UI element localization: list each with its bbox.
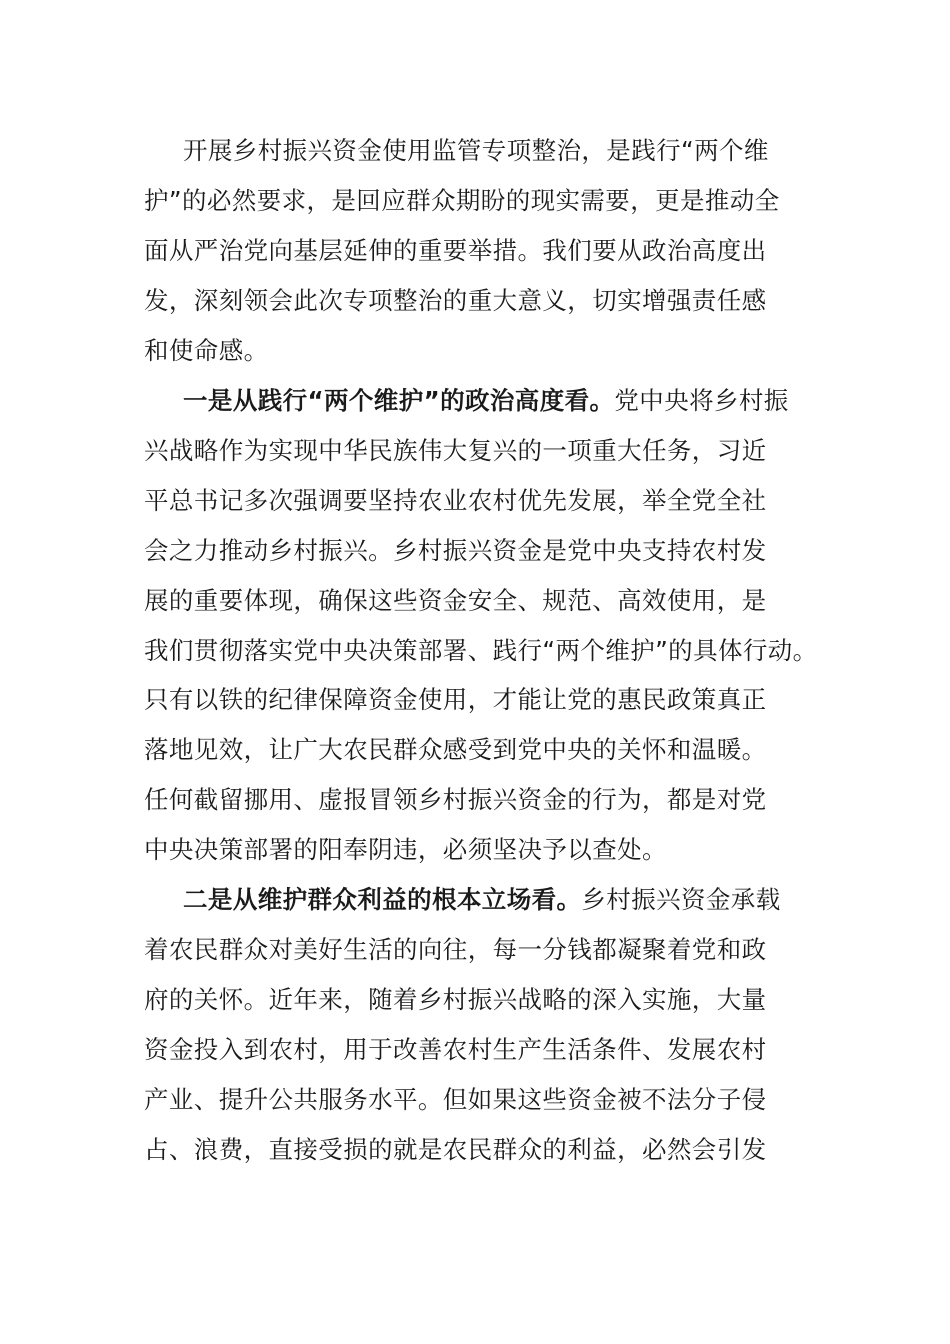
body-text: 任何截留挪用、虚报冒领乡村振兴资金的行为，都是对党 <box>144 785 767 815</box>
body-text: 产业、提升公共服务水平。但如果这些资金被不法分子侵 <box>144 1085 767 1115</box>
body-text: 府的关怀。近年来，随着乡村振兴战略的深入实施，大量 <box>144 985 767 1015</box>
text-line <box>144 181 780 221</box>
body-text: 会之力推动乡村振兴。乡村振兴资金是党中央支持农村发 <box>144 535 767 565</box>
body-text: 党中央将乡村振 <box>614 385 789 415</box>
text-line <box>144 930 767 970</box>
body-text: 兴战略作为实现中华民族伟大复兴的一项重大任务，习近 <box>144 435 767 465</box>
body-text: 展的重要体现，确保这些资金安全、规范、高效使用，是 <box>144 585 767 615</box>
body-text: 面从严治党向基层延伸的重要举措。我们要从政治高度出 <box>144 235 767 265</box>
text-line <box>144 680 767 720</box>
text-line <box>144 331 269 371</box>
text-line <box>144 730 767 770</box>
body-text: 和使命感。 <box>144 335 269 365</box>
text-line <box>144 281 767 321</box>
text-line <box>144 231 767 271</box>
text-line <box>144 631 818 671</box>
text-line <box>144 581 767 621</box>
text-line <box>144 531 767 571</box>
bold-heading-text: 一是从践行“两个维护”的政治高度看。 <box>183 385 615 415</box>
text-line <box>183 880 781 920</box>
text-line <box>144 481 767 521</box>
text-line <box>183 381 789 421</box>
body-text: 乡村振兴资金承载 <box>581 885 781 915</box>
body-text: 发，深刻领会此次专项整治的重大意义，切实增强责任感 <box>144 285 767 315</box>
body-text: 只有以铁的纪律保障资金使用，才能让党的惠民政策真正 <box>144 685 767 715</box>
body-text: 落地见效，让广大农民群众感受到党中央的关怀和温暖。 <box>144 735 767 765</box>
body-text: 中央决策部署的阳奉阴违，必须坚决予以查处。 <box>144 835 667 865</box>
body-text: 资金投入到农村，用于改善农村生产生活条件、发展农村 <box>144 1035 767 1065</box>
body-text: 护”的必然要求，是回应群众期盼的现实需要，更是推动全 <box>144 185 780 215</box>
text-line <box>144 1130 767 1170</box>
text-line <box>144 1080 767 1120</box>
body-text: 我们贯彻落实党中央决策部署、践行“两个维护”的具体行动。 <box>144 635 818 665</box>
body-text: 占、浪费，直接受损的就是农民群众的利益，必然会引发 <box>144 1135 767 1164</box>
text-line <box>144 780 767 820</box>
text-line <box>144 431 767 471</box>
text-line <box>144 980 767 1020</box>
body-text: 开展乡村振兴资金使用监管专项整治，是践行“两个维 <box>183 136 769 165</box>
text-line <box>183 131 769 171</box>
body-text: 平总书记多次强调要坚持农业农村优先发展，举全党全社 <box>144 485 767 515</box>
body-text: 着农民群众对美好生活的向往，每一分钱都凝聚着党和政 <box>144 935 767 965</box>
text-line <box>144 1030 767 1070</box>
bold-heading-text: 二是从维护群众利益的根本立场看。 <box>183 885 582 915</box>
text-line <box>144 830 667 870</box>
